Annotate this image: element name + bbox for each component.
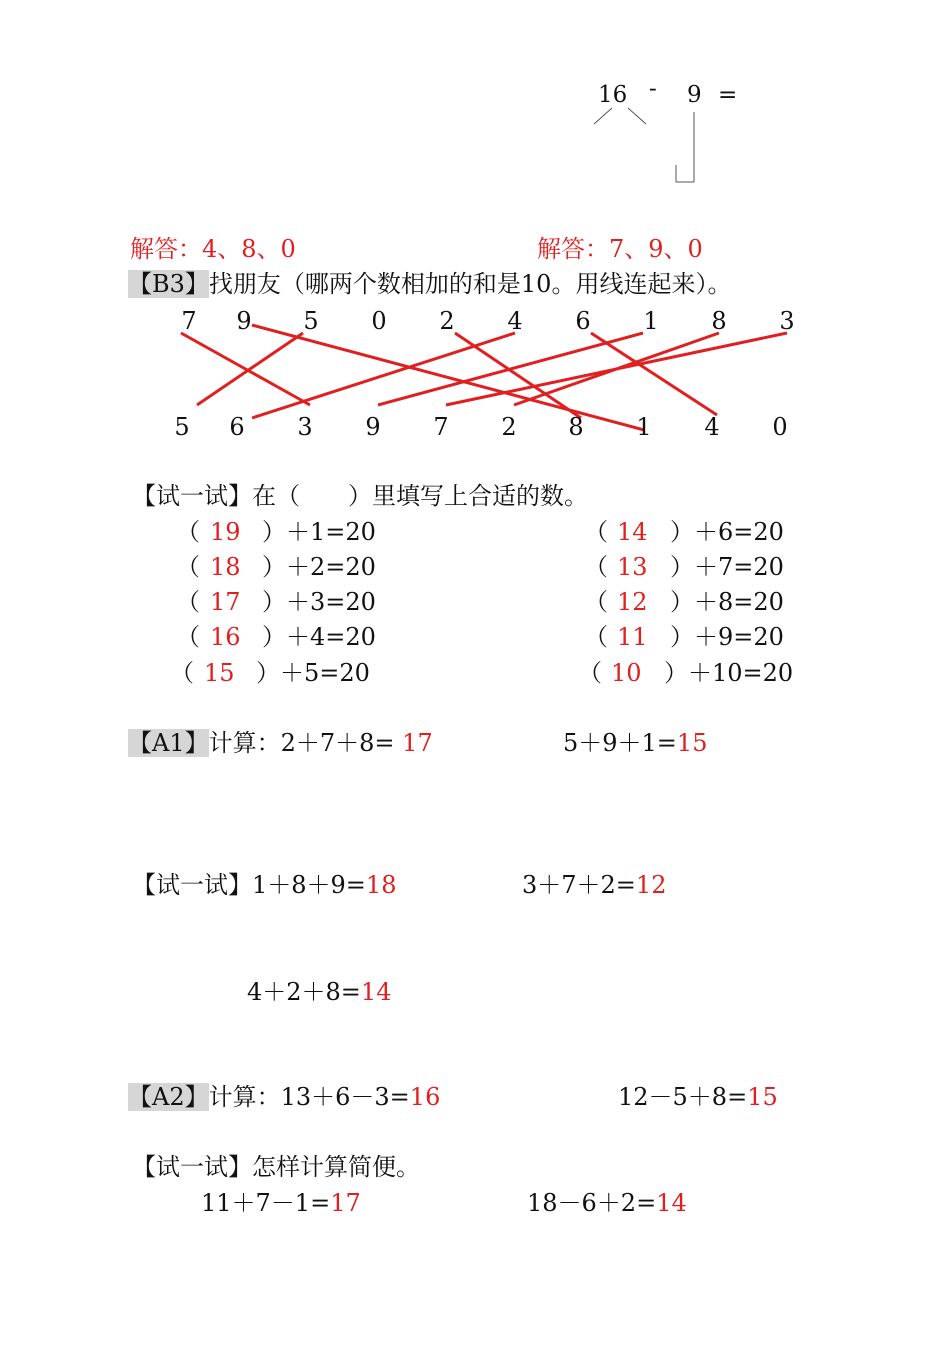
fill-open-paren: （: [170, 659, 194, 687]
a1-second: [563, 728, 707, 758]
top-number: 2: [439, 307, 455, 335]
a2-label: 计算：: [208, 1083, 281, 1111]
top-number: 0: [371, 307, 387, 335]
fill-open-paren: （: [176, 553, 200, 581]
fill-expression: ）＋3=20: [262, 588, 376, 616]
fill-open-paren: （: [176, 588, 200, 616]
answer-right: 解答：7、9、0: [537, 235, 703, 263]
match-line: [252, 333, 515, 418]
top-number: 3: [779, 307, 795, 335]
fill-open-paren: （: [584, 588, 608, 616]
try2-expr3: 4＋2＋8=: [247, 978, 361, 1006]
fill-answer: 11: [617, 623, 648, 651]
fill-expression: ）＋5=20: [256, 659, 370, 687]
try1-title: 在（ ）里填写上合适的数。: [252, 482, 588, 510]
top-problem-op: -: [649, 76, 657, 102]
top-number: 1: [643, 307, 659, 335]
try3-tag: 【试一试】: [132, 1153, 252, 1181]
fill-open-paren: （: [578, 659, 602, 687]
a2-answer2: 15: [747, 1083, 778, 1111]
a2-answer1: 16: [409, 1083, 441, 1111]
try2-answer3: 14: [360, 978, 392, 1006]
b3-title: 找朋友（哪两个数相加的和是10。用线连起来）。: [208, 270, 732, 298]
try3-second: [527, 1188, 687, 1218]
a1-expr1: 2＋7＋8=: [280, 729, 395, 757]
bottom-number: 6: [229, 413, 245, 441]
try2-third: [247, 977, 391, 1007]
fill-answer: 16: [210, 623, 241, 651]
a2-expr1: 13＋6－3=: [280, 1083, 410, 1111]
try2-line: [132, 870, 396, 900]
fill-answer: 12: [617, 588, 648, 616]
bottom-number: 1: [636, 413, 652, 441]
fill-expression: ）＋4=20: [262, 623, 376, 651]
a1-expr2: 5＋9＋1=: [563, 729, 677, 757]
top-number: 4: [507, 307, 523, 335]
top-number: 7: [181, 307, 197, 335]
fill-expression: ）＋2=20: [262, 553, 376, 581]
fill-open-paren: （: [584, 518, 608, 546]
a2-tag: 【A2】: [128, 1083, 209, 1111]
top-problem-eq: =: [718, 82, 738, 108]
fill-answer: 13: [617, 553, 648, 581]
a1-answer1: 17: [402, 729, 433, 757]
a1-label: 计算：: [208, 729, 281, 757]
try3-expr1: 11＋7－1=: [201, 1189, 331, 1217]
fill-answer: 14: [617, 518, 648, 546]
bottom-number: 2: [501, 413, 517, 441]
top-number: 6: [575, 307, 591, 335]
fill-answer: 18: [210, 553, 241, 581]
a2-line: [128, 1082, 440, 1112]
b3-tag: 【B3】: [128, 270, 209, 298]
answer-left: 解答：4、8、0: [130, 235, 296, 263]
fill-open-paren: （: [176, 518, 200, 546]
match-line: [446, 333, 787, 405]
try1-heading: [132, 481, 588, 511]
top-number: 8: [711, 307, 727, 335]
try2-answer2: 12: [635, 871, 667, 899]
match-line: [181, 333, 310, 405]
a1-answer2: 15: [676, 729, 708, 757]
try2-expr2: 3＋7＋2=: [522, 871, 636, 899]
try3-first: [201, 1188, 361, 1218]
bottom-number: 0: [772, 413, 788, 441]
top-number: 5: [303, 307, 319, 335]
fill-answer: 19: [210, 518, 241, 546]
bottom-number: 8: [568, 413, 584, 441]
try3-answer1: 17: [330, 1189, 361, 1217]
match-line: [197, 333, 303, 405]
try2-answer1: 18: [365, 871, 397, 899]
bottom-number: 4: [704, 413, 720, 441]
try1-tag: 【试一试】: [132, 482, 252, 510]
fill-answer: 10: [611, 659, 642, 687]
match-line: [591, 333, 717, 415]
try3-heading: [132, 1152, 420, 1182]
top-number: 9: [236, 307, 252, 335]
fill-answer: 17: [210, 588, 241, 616]
try3-answer2: 14: [656, 1189, 687, 1217]
bottom-number: 7: [433, 413, 449, 441]
fill-answer: 15: [204, 659, 235, 687]
bottom-number: 3: [297, 413, 313, 441]
fill-expression: ）＋6=20: [670, 518, 784, 546]
top-problem-a: 16: [598, 82, 628, 108]
fill-expression: ）＋7=20: [670, 553, 784, 581]
fill-open-paren: （: [584, 553, 608, 581]
a2-expr2: 12－5＋8=: [618, 1083, 748, 1111]
try3-title: 怎样计算简便。: [252, 1153, 420, 1181]
bottom-number: 5: [174, 413, 190, 441]
fill-expression: ）＋9=20: [670, 623, 784, 651]
fill-expression: ）＋1=20: [262, 518, 376, 546]
fill-open-paren: （: [584, 623, 608, 651]
a2-second: [618, 1082, 778, 1112]
try3-expr2: 18－6＋2=: [527, 1189, 657, 1217]
try2-second: [522, 870, 666, 900]
try2-expr1: 1＋8＋9=: [252, 871, 366, 899]
fill-expression: ）＋10=20: [664, 659, 794, 687]
try2-tag: 【试一试】: [132, 871, 252, 899]
fill-open-paren: （: [176, 623, 200, 651]
fill-expression: ）＋8=20: [670, 588, 784, 616]
a1-line: [128, 728, 433, 758]
bottom-number: 9: [365, 413, 381, 441]
top-problem-b: 9: [687, 82, 702, 108]
a1-tag: 【A1】: [128, 729, 209, 757]
